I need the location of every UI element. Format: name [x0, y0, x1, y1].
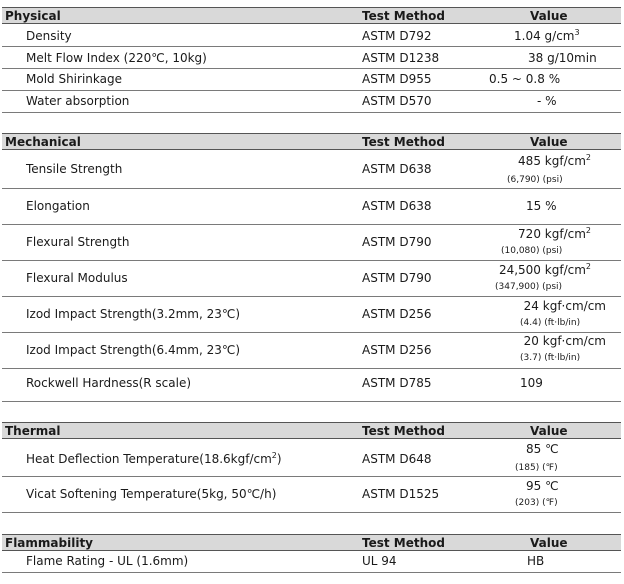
section-title: Mechanical: [5, 135, 81, 149]
property-label: Melt Flow Index (220℃, 10kg): [26, 51, 207, 65]
test-method: ASTM D256: [362, 343, 432, 357]
sub-value: (203) (℉): [515, 498, 558, 508]
test-method: ASTM D638: [362, 162, 432, 176]
property-label: Flame Rating - UL (1.6mm): [26, 554, 189, 568]
value: 1.04 $g/cm^3$: [514, 28, 580, 43]
test-method: ASTM D638: [362, 199, 432, 213]
method-column-header: Test Method: [362, 9, 445, 23]
value: 0.5 ~ 0.8 %: [489, 72, 561, 86]
property-label: Elongation: [26, 199, 90, 213]
table-row: [2, 261, 621, 297]
value: 95 ℃: [526, 479, 559, 493]
property-label: Water absorption: [26, 94, 130, 108]
property-label: Izod Impact Strength(3.2mm, 23℃): [26, 307, 241, 321]
value-column-header: Value: [530, 135, 568, 149]
flammability-header: [2, 534, 621, 551]
property-label: Mold Shirinkage: [26, 72, 122, 86]
test-method: ASTM D1238: [362, 51, 440, 65]
property-label: Tensile Strength: [26, 162, 123, 176]
value: 24 kgf·cm/cm: [523, 299, 606, 313]
section-title: Thermal: [5, 424, 61, 438]
method-column-header: Test Method: [362, 536, 445, 550]
property-label: Density: [26, 29, 72, 43]
table-row: [2, 91, 621, 113]
test-method: ASTM D256: [362, 307, 432, 321]
property-label: Heat Deflection $Temperature(18.6kgf/cm^2)$: [26, 451, 282, 466]
value: 20 kgf·cm/cm: [523, 334, 606, 348]
test-method: ASTM D955: [362, 72, 432, 86]
test-method: ASTM D790: [362, 235, 432, 249]
sub-value: (3.7) (ft·lb/in): [520, 353, 581, 363]
test-method: ASTM D648: [362, 452, 432, 466]
value: 85 ℃: [526, 442, 559, 456]
sub-value: (185) (℉): [515, 463, 558, 473]
table-row: [2, 333, 621, 369]
table-row: [2, 369, 621, 402]
value: 720 kgf/$cm^2$: [518, 226, 591, 241]
table-row: [2, 47, 621, 69]
property-label: Rockwell Hardness(R scale): [26, 376, 192, 390]
physical-header: [2, 7, 621, 24]
value: 15 %: [526, 199, 557, 213]
test-method: UL 94: [362, 554, 397, 568]
sub-value: (4.4) (ft·lb/in): [520, 318, 581, 328]
thermal-header: [2, 422, 621, 439]
value: HB: [527, 554, 545, 568]
value: 485 kgf/$cm^2$: [518, 153, 591, 168]
value: 24,500 kgf/$cm^2$: [498, 262, 591, 277]
property-label: Flexural Strength: [26, 235, 130, 249]
property-label: Flexural Modulus: [26, 271, 128, 285]
value-column-header: Value: [530, 424, 568, 438]
table-row: [2, 189, 621, 225]
section-title: Physical: [5, 9, 61, 23]
section-title: Flammability: [5, 536, 94, 550]
value: 38 g/10min: [528, 51, 597, 65]
table-row: [2, 439, 621, 477]
sub-value: (6,790) (psi): [507, 175, 563, 185]
value: - %: [537, 94, 557, 108]
table-row: [2, 551, 621, 573]
property-label: Vicat Softening Temperature(5kg, 50℃/h): [26, 487, 277, 501]
test-method: ASTM D790: [362, 271, 432, 285]
table-row: [2, 477, 621, 513]
sub-value: (10,080) (psi): [501, 246, 563, 256]
table-row: [2, 69, 621, 91]
method-column-header: Test Method: [362, 424, 445, 438]
test-method: ASTM D792: [362, 29, 432, 43]
table-row: [2, 24, 621, 47]
test-method: ASTM D785: [362, 376, 432, 390]
value-column-header: Value: [530, 9, 568, 23]
table-row: [2, 297, 621, 333]
mechanical-header: [2, 133, 621, 150]
method-column-header: Test Method: [362, 135, 445, 149]
table-row: [2, 150, 621, 189]
value: 109: [520, 376, 543, 390]
test-method: ASTM D570: [362, 94, 432, 108]
table-row: [2, 225, 621, 261]
sub-value: (347,900) (psi): [495, 282, 563, 292]
value-column-header: Value: [530, 536, 568, 550]
test-method: ASTM D1525: [362, 487, 440, 501]
property-label: Izod Impact Strength(6.4mm, 23℃): [26, 343, 241, 357]
